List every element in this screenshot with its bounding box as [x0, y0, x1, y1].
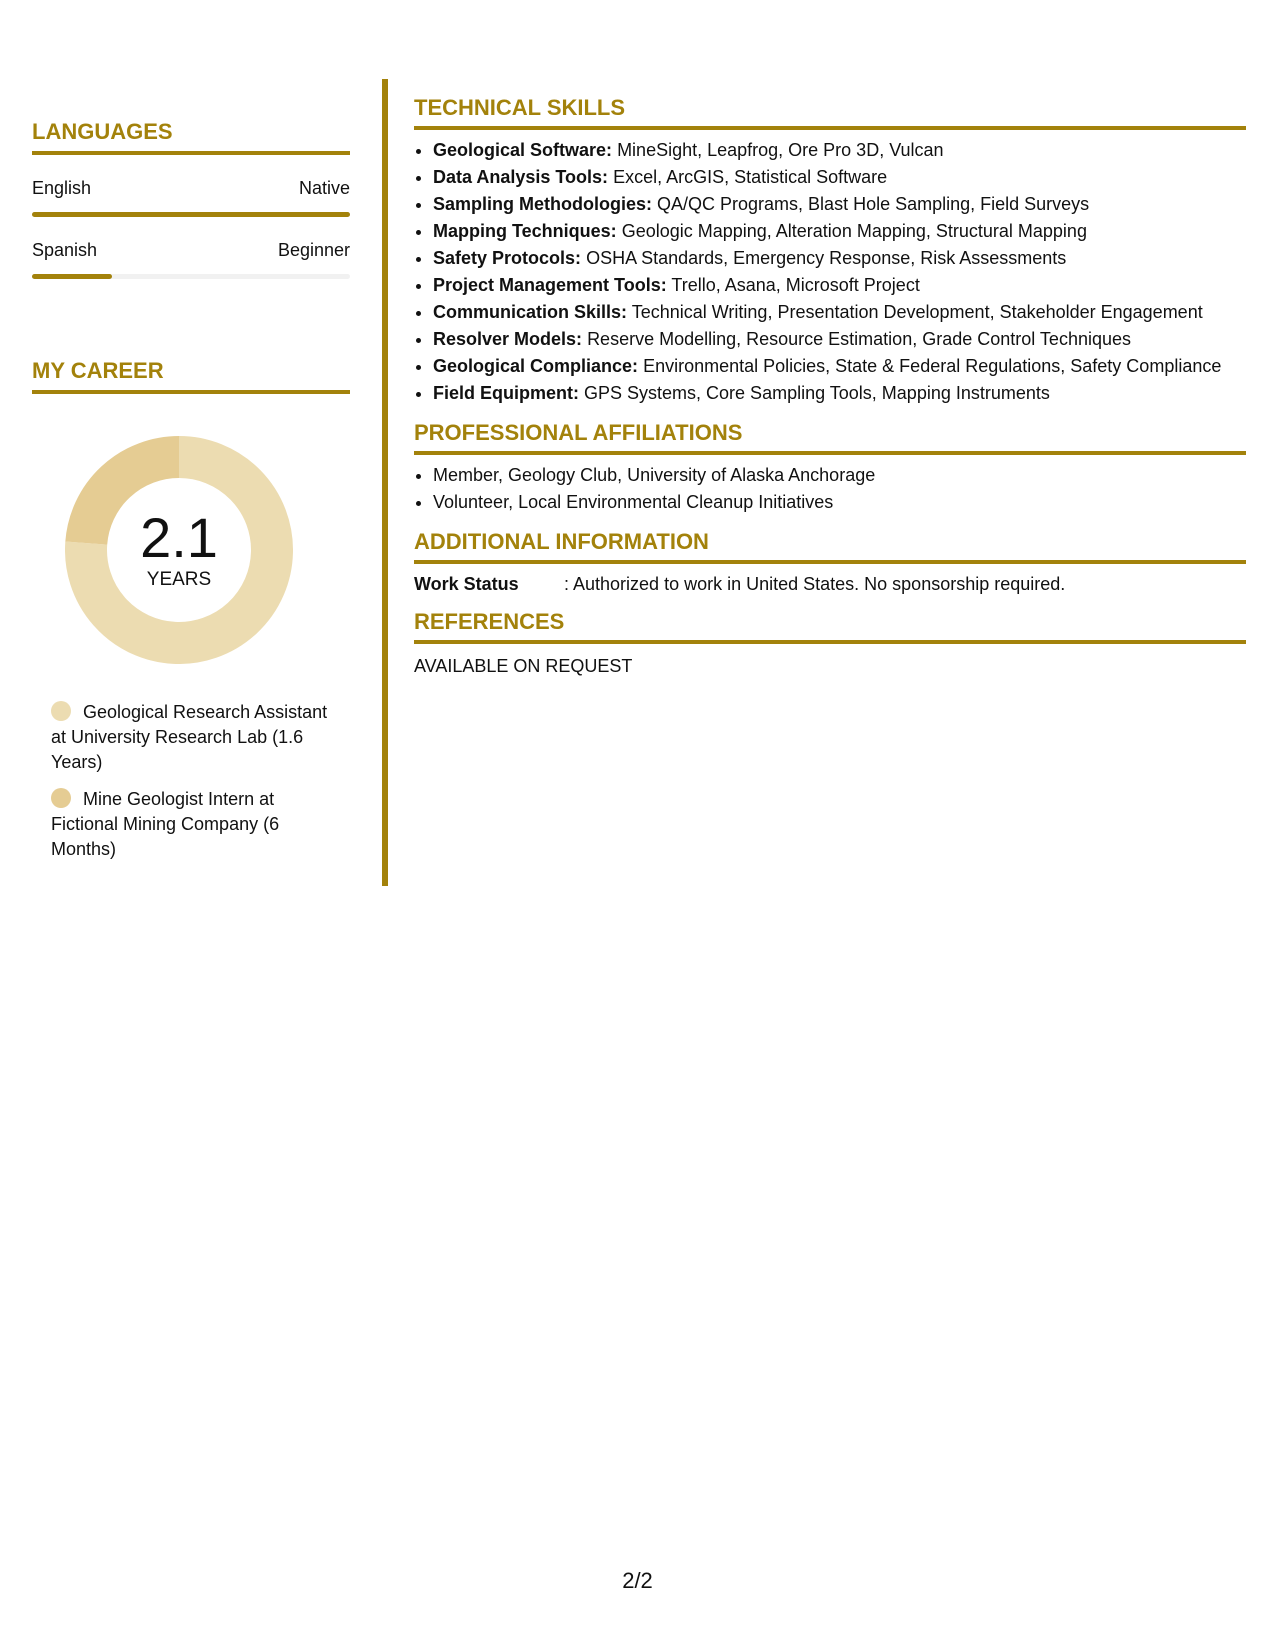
- section-rule: [414, 640, 1246, 644]
- work-status-value: : Authorized to work in United States. No sponsorship required.: [564, 574, 1066, 594]
- list-item: • Member, Geology Club, University of Alaska Anchorage: [433, 462, 1246, 489]
- section-rule: [32, 390, 350, 394]
- affiliations-title: PROFESSIONAL AFFILIATIONS: [414, 420, 743, 445]
- left-column: [32, 118, 350, 874]
- skill-text: GPS Systems, Core Sampling Tools, Mapping Instruments: [584, 383, 1050, 403]
- career-legend: [51, 700, 341, 862]
- skill-text: OSHA Standards, Emergency Response, Risk Assessments: [586, 248, 1067, 268]
- list-item: [433, 353, 1246, 380]
- career-legend-item: [51, 700, 341, 775]
- skill-text: Trello, Asana, Microsoft Project: [671, 275, 920, 295]
- skill-text: Geologic Mapping, Alteration Mapping, Structural Mapping: [621, 221, 1087, 241]
- language-name: Spanish: [32, 240, 98, 260]
- section-rule: [414, 560, 1246, 564]
- language-level: Native: [298, 178, 350, 198]
- languages-title: LANGUAGES: [32, 119, 173, 144]
- skill-label: Sampling Methodologies:: [433, 194, 652, 214]
- right-column: [414, 94, 1246, 690]
- skill-label: Geological Software:: [433, 140, 613, 160]
- skill-label: Resolver Models:: [433, 329, 583, 349]
- career-entry-label: Geological Research Assistant at University Research Lab (1.6 Years): [51, 702, 328, 772]
- legend-dot-icon: [51, 788, 71, 808]
- legend-dot-icon: [51, 701, 71, 721]
- career-entry-label: Mine Geologist Intern at Fictional Mining Company (6 Months): [51, 789, 280, 859]
- career-donut-chart: [65, 436, 293, 664]
- list-item: [433, 191, 1246, 218]
- list-item: [433, 164, 1246, 191]
- skill-label: Geological Compliance:: [433, 356, 639, 376]
- technical-skills-title: TECHNICAL SKILLS: [414, 95, 626, 120]
- skill-label: Field Equipment:: [433, 383, 579, 403]
- career-total-years: 2.1: [140, 506, 218, 569]
- skill-text: Reserve Modelling, Resource Estimation, Grade Control Techniques: [587, 329, 1131, 349]
- skill-text: Excel, ArcGIS, Statistical Software: [613, 167, 888, 187]
- work-status-row: [414, 572, 1246, 596]
- skill-text: QA/QC Programs, Blast Hole Sampling, Field Surveys: [657, 194, 1090, 214]
- page-number: 2/2: [622, 1568, 653, 1593]
- list-item: [433, 272, 1246, 299]
- list-item: [433, 137, 1246, 164]
- language-proficiency-fill: [32, 212, 350, 217]
- affiliations-list: [414, 462, 1246, 516]
- language-proficiency-bar: [32, 212, 350, 217]
- list-item: [433, 326, 1246, 353]
- language-item: [32, 177, 350, 217]
- list-item: • Volunteer, Local Environmental Cleanup Initiatives: [433, 489, 1246, 516]
- career-legend-item: [51, 787, 341, 862]
- work-status-label: Work Status: [414, 574, 519, 594]
- language-proficiency-fill: [32, 274, 112, 279]
- section-rule: [32, 151, 350, 155]
- language-proficiency-bar: [32, 274, 350, 279]
- donut-center: [65, 436, 293, 664]
- affiliations-section: [414, 419, 1246, 516]
- language-item: [32, 239, 350, 279]
- career-total-unit: YEARS: [146, 569, 212, 590]
- list-item: [433, 218, 1246, 245]
- references-text: AVAILABLE ON REQUEST: [414, 656, 633, 676]
- skill-label: Project Management Tools:: [433, 275, 667, 295]
- section-rule: [414, 126, 1246, 130]
- language-level: Beginner: [277, 240, 350, 260]
- list-item: [433, 299, 1246, 326]
- section-rule: [414, 451, 1246, 455]
- skill-label: Safety Protocols:: [433, 248, 582, 268]
- skill-text: MineSight, Leapfrog, Ore Pro 3D, Vulcan: [617, 140, 944, 160]
- additional-info-section: [414, 528, 1246, 596]
- skill-label: Mapping Techniques:: [433, 221, 617, 241]
- references-section: [414, 608, 1246, 678]
- career-title: MY CAREER: [32, 358, 164, 383]
- additional-info-title: ADDITIONAL INFORMATION: [414, 529, 709, 554]
- skill-text: Environmental Policies, State & Federal Regulations, Safety Compliance: [643, 356, 1222, 376]
- technical-skills-list: [414, 137, 1246, 407]
- list-item: [433, 245, 1246, 272]
- technical-skills-section: [414, 94, 1246, 407]
- skill-label: Communication Skills:: [433, 302, 628, 322]
- skill-text: Technical Writing, Presentation Development, Stakeholder Engagement: [631, 302, 1203, 322]
- list-item: [433, 380, 1246, 407]
- column-divider: [382, 79, 388, 886]
- language-name: English: [32, 178, 92, 198]
- skill-label: Data Analysis Tools:: [433, 167, 609, 187]
- references-title: REFERENCES: [414, 609, 565, 634]
